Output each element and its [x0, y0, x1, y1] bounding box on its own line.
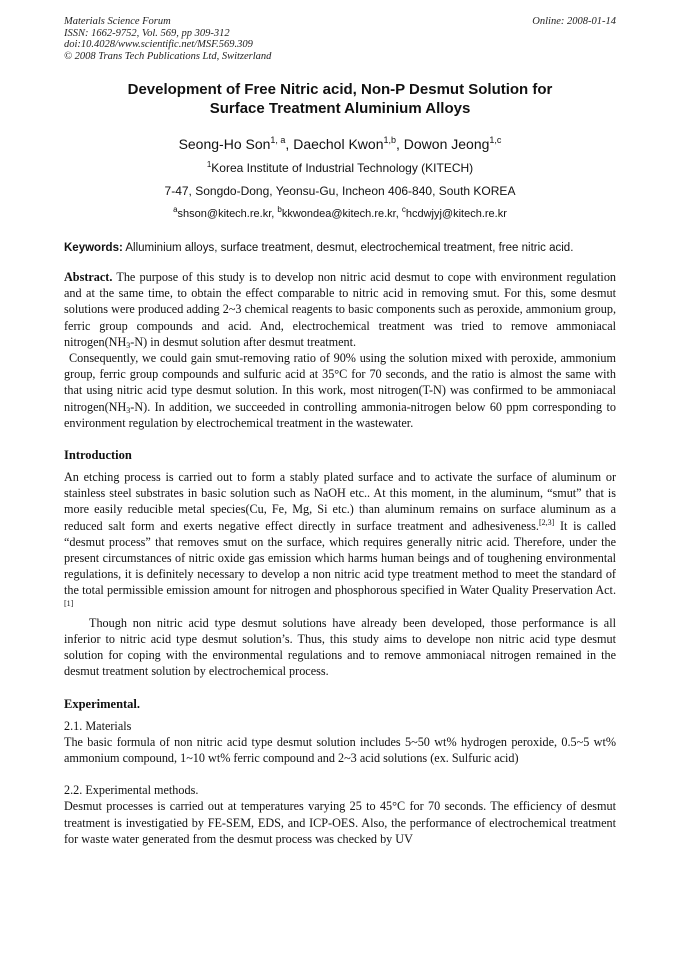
author-separator: ,	[285, 136, 294, 152]
abstract	[64, 269, 616, 431]
materials-paragraph: The basic formula of non nitric acid type desmut solution includes 5~50 wt% hydrogen peroxide, 0.5~5 wt% ammonium compound, 1~10 wt% ferric compound and 2~3 acid solutions (ex. Sulfuric acid)	[64, 734, 616, 766]
author-separator: ,	[396, 136, 404, 152]
subsection-heading-methods: 2.2. Experimental methods.	[64, 783, 199, 798]
citation[interactable]: [1]	[64, 598, 74, 608]
paper-title	[64, 80, 616, 118]
subscript: 3	[126, 340, 131, 350]
citation[interactable]: [2,3]	[538, 517, 555, 527]
online-date: Online: 2008-01-14	[532, 16, 616, 27]
paper-page	[64, 16, 616, 847]
keywords	[64, 241, 616, 255]
introduction-body	[64, 469, 616, 680]
institute-name: Korea Institute of Industrial Technology (KITECH)	[211, 161, 474, 175]
abstract-text: -N). In addition, we succeeded in controlling ammonia-nitrogen below 60 ppm corresponding to environment regulation by electrochemical treatment in the wastewater.	[64, 399, 616, 430]
journal-header	[64, 16, 616, 62]
subscript: 3	[126, 405, 131, 415]
issn: ISSN: 1662-9752, Vol. 569, pp 309-312	[64, 27, 230, 39]
email-mark: b	[277, 205, 282, 214]
experimental-body	[64, 718, 616, 847]
introduction-text: It is called “desmut process” that removes smut on the surface, which requires generally nitric acid. Therefore, under the present circumstances of nitric oxide gas emission which harms human beings and of toughening environmental regulations, it is definitely necessary to develop a non nitric acid type treatment method to meet the standard of the total permissible emission amount for nitrogen and phosphorous specified in Water Quality Preservation Act.	[64, 518, 616, 598]
abstract-label: Abstract.	[64, 270, 113, 284]
doi: doi:10.4028/www.scientific.net/MSF.569.309	[64, 39, 253, 50]
abstract-paragraph-1	[64, 269, 616, 350]
introduction-text: An etching process is carried out to form a stably plated surface and to activate the surface of aluminum or stainless steel substrates in basic solution such as NaOH etc.. At this moment, in the aluminum, “smut” that is more easily reducible metal species(Cu, Fe, Mg, Si etc.) than aluminum remains on surface aluminum as a reduced salt form and exerts negative effect directly in surface treatment and adhesiveness.	[64, 470, 616, 533]
methods-paragraph: Desmut processes is carried out at temperatures varying 25 to 45°C for 70 seconds. The efficiency of desmut treatment is investigatied by FE-SEM, EDS, and ICP-OES. Also, the performance of electrochemical treatment for waste water generated from the desmut process was checked by UV	[64, 799, 616, 846]
email-mark: c	[401, 205, 406, 214]
copyright: © 2008 Trans Tech Publications Ltd, Switzerland	[64, 50, 272, 62]
author-name: Seong-Ho Son	[178, 136, 271, 152]
abstract-text: Consequently, we could gain smut-removing ratio of 90% using the solution mixed with peroxide, ammonium group, ferric group compounds and sulfuric acid at 35°C for 70 seconds, and the ratio is almost the same with that using nitric acid type desmut solution. In this work, most nitrogen(T-N) was confirmed to be ammoniacal nitrogen(NH	[64, 351, 616, 414]
author-emails	[64, 207, 616, 221]
introduction-paragraph-1	[64, 469, 616, 615]
author-affil-mark: 1, a	[270, 135, 286, 145]
abstract-paragraph-2	[64, 350, 616, 431]
subsection-heading-materials: 2.1. Materials	[64, 718, 132, 733]
introduction-paragraph-2: Though non nitric acid type desmut solutions have already been developed, those performance is all inferior to nitric acid type desmut solution’s. Thus, this study aims to develope non nitric acid type desmut solution for coping with the environmental regulations and to remove ammoniacal nitrogen remained in the desmut treatment solution by electrochemical process.	[64, 615, 616, 679]
email-separator: ,	[395, 208, 402, 220]
author-name: Dowon Jeong	[403, 136, 490, 152]
email-address[interactable]: kkwondea@kitech.re.kr	[281, 208, 396, 220]
affiliation-institute	[64, 161, 616, 175]
journal-name: Materials Science Forum	[64, 16, 171, 27]
author-name: Daechol Kwon	[293, 136, 384, 152]
affiliation-address: 7-47, Songdo-Dong, Yeonsu-Gu, Incheon 406-840, South KOREA	[164, 184, 516, 198]
email-separator: ,	[271, 208, 278, 220]
author-list	[64, 136, 616, 153]
author-affil-mark: 1,b	[383, 135, 396, 145]
spacer	[64, 766, 616, 782]
title-line-2: Surface Treatment Aluminium Alloys	[209, 100, 471, 117]
abstract-text: The purpose of this study is to develop non nitric acid desmut to cope with environment regulation and at the same time, to obtain the effect comparable to nitric acid in removing smut. For this, some desmut solutions were produced adding 2~3 chemical reagents to basic components such as peroxide, ammonium group, ferric group compounds and acid. And, electrochemical treatment was tried to remove ammoniacal nitrogen(NH	[64, 270, 617, 349]
section-heading-experimental: Experimental.	[64, 696, 141, 711]
keywords-label: Keywords:	[64, 242, 123, 254]
section-heading-introduction: Introduction	[64, 448, 132, 463]
title-line-1: Development of Free Nitric acid, Non-P Desmut Solution for	[127, 81, 553, 98]
keywords-text: Alluminium alloys, surface treatment, desmut, electrochemical treatment, free nitric acid.	[125, 242, 574, 254]
email-address[interactable]: hcdwjyj@kitech.re.kr	[405, 208, 507, 220]
email-mark: a	[173, 205, 178, 214]
email-address[interactable]: shson@kitech.re.kr	[177, 208, 272, 220]
affiliation-mark: 1	[206, 160, 212, 169]
abstract-text: -N) in desmut solution after desmut treatment.	[130, 334, 357, 349]
author-affil-mark: 1,c	[489, 135, 502, 145]
